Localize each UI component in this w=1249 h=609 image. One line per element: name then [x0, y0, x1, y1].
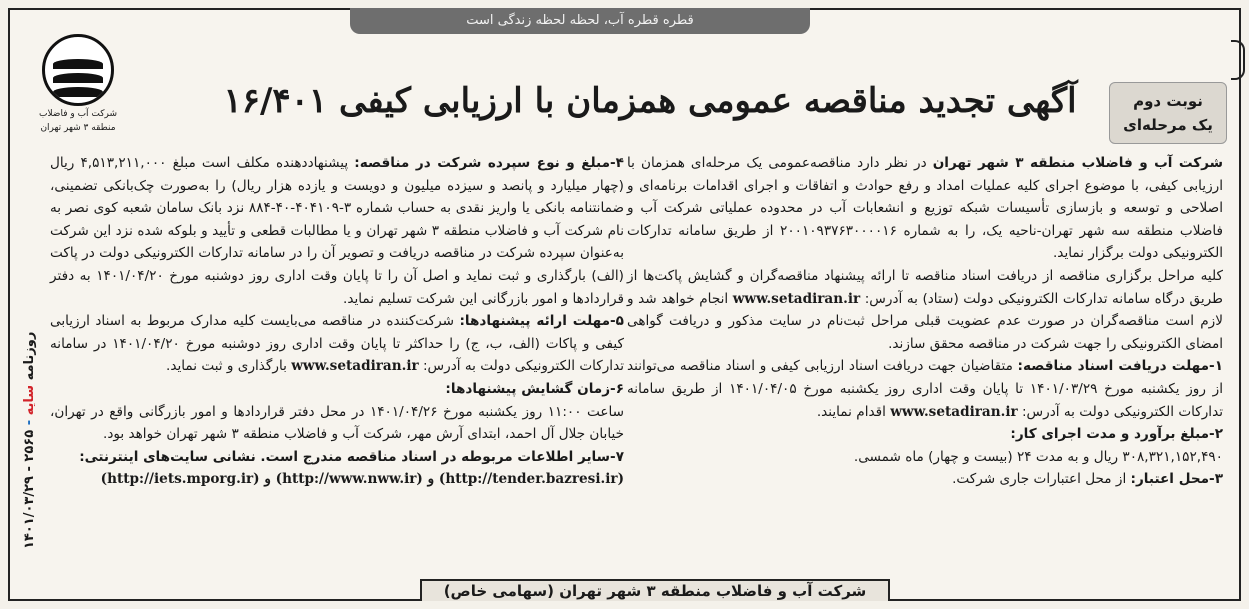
item-3: [627, 468, 1223, 491]
page-title: آگهی تجدید مناقصه عمومی همزمان با ارزیابی کیفی ۱۶/۴۰۱: [223, 81, 1077, 121]
intro-paragraph: [627, 152, 1223, 265]
footer-company-name: شرکت آب و فاضلاب منطقه ۳ شهر تهران (سهامی خاص): [420, 579, 890, 601]
item-4: [50, 152, 624, 310]
item-5-tail: بارگذاری و ثبت نماید.: [166, 358, 292, 375]
item-1-tail: اقدام نمایند.: [816, 403, 891, 420]
item-7-title: ۷-سایر اطلاعات مربوطه در اسناد مناقصه مندرج است. نشانی سایت‌های اینترنتی:: [79, 448, 624, 465]
corner-bracket: [1231, 40, 1245, 80]
item-1-title: ۱-مهلت دریافت اسناد مناقصه:: [1017, 358, 1223, 375]
stage-badge: [1109, 82, 1227, 144]
item-6-body: ساعت ۱۱:۰۰ روز یکشنبه مورخ ۱۴۰۱/۰۴/۲۶ در محل دفتر قراردادها و امور بازرگانی واقع در تهران، خیابان جلال آل احمد، ابتدای آرش مهر، شرکت آب و فاضلاب منطقه ۳ شهر تهران خواهد بود.: [50, 403, 625, 443]
item-7-links[interactable]: (http://tender.bazresi.ir) و (http://www.nww.ir) و (http://iets.mporg.ir): [100, 471, 624, 488]
item-5-link[interactable]: www.setadiran.ir: [291, 358, 419, 375]
item-3-title: ۳-محل اعتبار:: [1130, 471, 1223, 488]
item-7-body-row: [50, 468, 624, 491]
stage-badge-line2: یک مرحله‌ای: [1123, 116, 1213, 134]
logo-caption-line1: شرکت آب و فاضلاب: [38, 109, 118, 119]
item-5-body: شرکت‌کننده در مناقصه می‌بایست کلیه مدارک مربوط به اسناد ارزیابی کیفی و پاکات (الف، ب، ج) را حداکثر تا پایان وقت اداری روز دوشنبه مورخ ۱۴۰۱/۰۴/۲۰ در سامانه تدارکات الکترونیکی دولت به آدرس:: [50, 313, 624, 375]
newspaper-brand: سایه: [22, 384, 37, 416]
item-2-body-row: [627, 446, 1223, 469]
item-5: [50, 310, 624, 378]
water-drop-icon: [42, 34, 114, 106]
item-3-body: از محل اعتبارات جاری شرکت.: [952, 471, 1131, 488]
advertisement-frame: [8, 8, 1241, 601]
logo-caption-line2: منطقه ۳ شهر تهران: [40, 123, 116, 133]
process-text-a: کلیه مراحل برگزاری مناقصه از دریافت اسناد مناقصه تا ارائه پیشنهاد مناقصه‌گران و گشایش پاکت‌ها از طریق درگاه سامانه تدارکات الکترونیکی دولت (ستاد) به آدرس:: [627, 267, 1223, 307]
item-6-title-row: [50, 378, 624, 401]
slogan-banner: قطره قطره آب، لحظه لحظه زندگی است: [350, 8, 810, 34]
item-2-body: ۳۰۸,۳۲۱,۱۵۲,۴۹۰ ریال و به مدت ۲۴ (بیست و چهار) ماه شمسی.: [853, 448, 1223, 465]
company-logo: [28, 34, 128, 144]
intro-lead: شرکت آب و فاضلاب منطقه ۳ شهر تهران: [932, 155, 1223, 171]
process-paragraph: [627, 265, 1223, 355]
item-7-title-row: [50, 446, 624, 469]
setadiran-link[interactable]: www.setadiran.ir: [732, 290, 861, 307]
stage-badge-line1: نوبت دوم: [1133, 92, 1203, 110]
left-column: [50, 152, 624, 491]
item-1-body: متقاضیان جهت دریافت اسناد ارزیابی کیفی و اسناد مناقصه می‌توانند از روز یکشنبه مورخ ۱۴۰۱/۰۳/۲۹ تا پایان وقت اداری روز یکشنبه مورخ ۱۴۰۱/۰۴/۰۵ از طریق سامانه تدارکات الکترونیکی دولت به آدرس:: [627, 358, 1224, 420]
newspaper-side-tag: روزنامه سایه - ۲۵۶۵ - ۱۴۰۱/۰۳/۲۹: [22, 331, 37, 549]
issue-number: ۲۵۶۵: [22, 429, 37, 462]
item-1: [627, 355, 1223, 423]
item-5-title: ۵-مهلت ارائه پیشنهادها:: [459, 313, 624, 330]
issue-date: ۱۴۰۱/۰۳/۲۹: [22, 475, 37, 549]
item-4-title: ۴-مبلغ و نوع سپرده شرکت در مناقصه:: [354, 155, 624, 171]
process-text-b: انجام خواهد شد و لازم است مناقصه‌گران در صورت عدم عضویت قبلی مراحل ثبت‌نام در سایت مذکور و دریافت گواهی امضای الکترونیکی را جهت شرکت در مناقصه محقق سازند.: [627, 290, 1223, 352]
item-6-title: ۶-زمان گشایش پیشنهادها:: [445, 380, 624, 397]
item-2-title-row: [627, 423, 1223, 446]
intro-body: در نظر دارد مناقصه‌عمومی یک مرحله‌ای همزمان با ارزیابی کیفی، با موضوع اجرای کلیه عملیات امداد و رفع حوادث و اتفاقات و اجرای اقدامات برنامه‌ای و اصلاحی و توسعه و بازسازی تأسیسات شبکه توزیع و انشعابات آب در محدوده عملیاتی شرکت آب و فاضلاب منطقه سه شهر تهران-ناحیه یک، را به شماره ۲۰۰۱۰۹۳۷۶۳۰۰۰۰۱۶ از طریق سامانه تدارکات الکترونیکی دولت برگزار نماید.: [627, 155, 1224, 262]
item-6-body-row: [50, 401, 624, 446]
item-1-link[interactable]: www.setadiran.ir: [890, 403, 1018, 420]
right-column: [627, 152, 1223, 491]
item-2-title: ۲-مبلغ برآورد و مدت اجرای کار:: [1010, 426, 1223, 443]
item-4-body: پیشنهاددهنده مکلف است مبلغ ۴,۵۱۳,۲۱۱,۰۰۰ ریال (چهار میلیارد و پانصد و سیزده میلیون و دویست و یازده هزار ریال) را به‌صورت چک‌بانکی تضمینی، ضمانتنامه بانکی یا واریز نقدی به حساب شماره ۳-۴۰۴۱۰۹-۴۰-۸۸۴ نزد بانک سامان شعبه کوی نصر به نام شرکت آب و فاضلاب منطقه ۳ شهر تهران و یا مطالبات قطعی و تأیید و بلوکه شده نزد این شرکت به‌عنوان سپرده شرکت در مناقصه دریافت و تصویر آن را در سامانه تدارکات الکترونیکی دولت در پاکت (الف) بارگذاری و ثبت نماید و اصل آن را تا پایان وقت اداری روز دوشنبه مورخ ۱۴۰۱/۰۴/۲۰ به دفتر قراردادها و امور بازرگانی این شرکت تسلیم نماید.: [50, 155, 624, 307]
side-tag-prefix: روزنامه: [22, 331, 37, 381]
